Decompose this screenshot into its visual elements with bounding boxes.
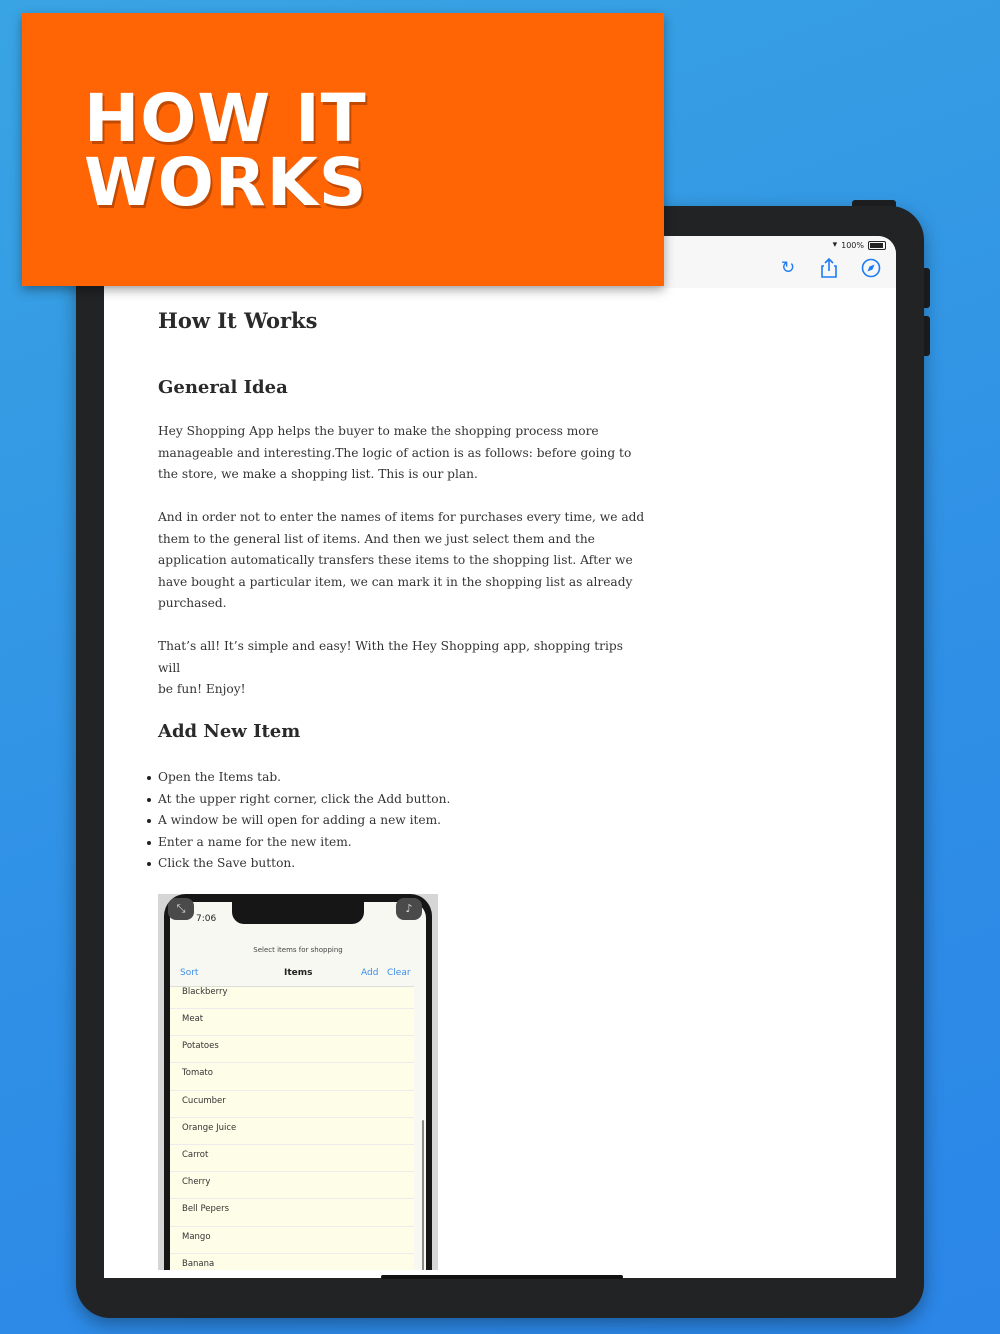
home-indicator (381, 1275, 623, 1279)
article-page (124, 304, 880, 1270)
list-item[interactable]: Meat (170, 1009, 414, 1036)
expand-icon: ⤡ (168, 898, 194, 920)
paragraph-2 (158, 507, 648, 615)
phone-nav-bar (170, 968, 426, 986)
text-line: Hey Shopping App helps the buyer to make the shopping process more (158, 424, 599, 438)
text-line: the store, we make a shopping list. This is our plan. (158, 467, 478, 482)
section-heading-general-idea: General Idea (158, 377, 288, 398)
text-line: purchased. (158, 596, 227, 611)
speaker-icon: ♪ (396, 898, 422, 920)
text-line: That’s all! It’s simple and easy! With the Hey Shopping app, shopping trips will (158, 639, 623, 675)
banner-line-1: HOW IT (84, 80, 367, 157)
phone-time: 7:06 (196, 914, 217, 924)
section-heading-add-new-item: Add New Item (158, 721, 301, 742)
list-item: Enter a name for the new item. (158, 832, 450, 854)
text-line: have bought a particular item, we can mark it in the shopping list as already (158, 574, 633, 589)
list-item: A window be will open for adding a new item. (158, 810, 450, 832)
text-line: them to the general list of items. And then we just select them and the (158, 531, 595, 546)
phone-scrollbar (422, 1120, 424, 1270)
banner-title (84, 80, 368, 221)
add-button[interactable]: Add (361, 968, 379, 978)
list-item[interactable]: Mango (170, 1227, 414, 1254)
list-item[interactable]: Cherry (170, 1172, 414, 1199)
phone-subtitle: Select items for shopping (253, 946, 343, 954)
text-line: manageable and interesting.The logic of action is as follows: before going to (158, 445, 632, 460)
paragraph-1 (158, 421, 648, 486)
list-item[interactable]: Bell Pepers (170, 1199, 414, 1226)
wifi-icon: ▾ (832, 240, 838, 250)
list-item[interactable]: Tomato (170, 1063, 414, 1090)
compass-icon[interactable] (861, 258, 881, 278)
list-item[interactable]: Carrot (170, 1145, 414, 1172)
phone-screen (170, 902, 426, 1270)
list-item: Open the Items tab. (158, 767, 450, 789)
phone-nav-title: Items (284, 968, 313, 978)
title-banner (22, 13, 664, 286)
text-line: application automatically transfers these items to the shopping list. After we (158, 553, 633, 568)
phone-screenshot (158, 894, 438, 1270)
page-title: How It Works (158, 308, 318, 333)
device-volume-down-button (923, 316, 930, 356)
phone-notch (232, 902, 364, 924)
sort-button[interactable]: Sort (180, 968, 199, 978)
steps-list (158, 767, 450, 875)
battery-percent: 100% (841, 240, 864, 250)
list-item[interactable]: Blackberry (170, 987, 414, 1009)
battery-icon (868, 241, 886, 250)
device-volume-up-button (923, 268, 930, 308)
list-item[interactable]: Orange Juice (170, 1118, 414, 1145)
items-list (170, 986, 414, 1270)
list-item[interactable]: Cucumber (170, 1091, 414, 1118)
reload-icon[interactable]: ↻ (780, 258, 796, 278)
banner-line-2: WORKS (84, 144, 368, 221)
clear-button[interactable]: Clear (387, 968, 411, 978)
status-bar (833, 240, 886, 250)
paragraph-3 (158, 636, 648, 701)
list-item[interactable]: Banana (170, 1254, 414, 1270)
share-icon[interactable] (819, 258, 839, 278)
text-line: be fun! Enjoy! (158, 682, 246, 697)
list-item: At the upper right corner, click the Add button. (158, 789, 450, 811)
text-line: And in order not to enter the names of items for purchases every time, we add (158, 510, 645, 524)
list-item[interactable]: Potatoes (170, 1036, 414, 1063)
list-item: Click the Save button. (158, 853, 450, 875)
